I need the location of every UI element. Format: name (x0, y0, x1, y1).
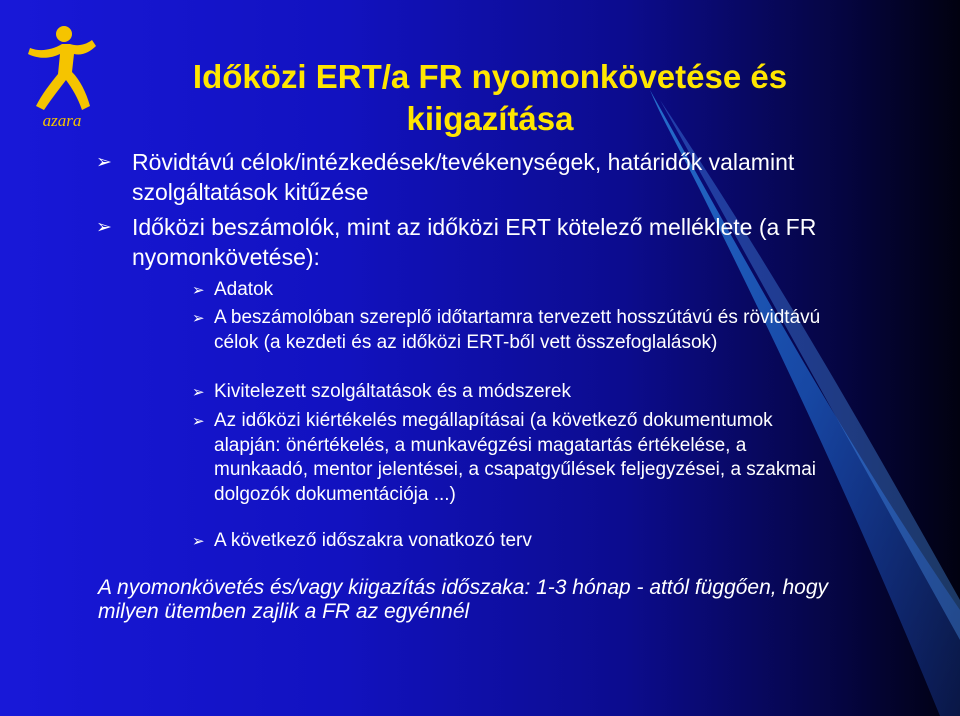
list-item (192, 278, 834, 303)
logo-text: azara (42, 111, 82, 130)
logo-figure-icon (22, 22, 102, 132)
list-item-text: Időközi beszámolók, mint az időközi ERT kötelező melléklete (a FR nyomonkövetése): (132, 214, 817, 270)
list-item-text: Az időközi kiértékelés megállapításai (a következő dokumentumok alapján: önértékelés, a munkavégzési magatartás értékelése, a munkaadó, mentor jelentései, a csapatgyűlések feljegyzései, a szakmai dolgozók dokumentációja ...) (214, 410, 816, 505)
list-item (96, 212, 822, 272)
arrow-bullet-icon: ➢ (192, 413, 205, 430)
arrow-bullet-icon: ➢ (96, 152, 112, 173)
list-item (192, 380, 834, 405)
arrow-bullet-icon: ➢ (192, 533, 205, 550)
list-item (192, 529, 834, 554)
list-item (192, 306, 834, 355)
page-title (150, 56, 830, 140)
title-line-2: kiigazítása (406, 100, 574, 137)
list-item (96, 147, 822, 207)
note-text: A nyomonkövetés és/vagy kiigazítás időszaka: 1-3 hónap - attól függően, hogy milyen ütemben zajlik a FR az egyénnél (98, 576, 828, 623)
title-line-1: Időközi ERT/a FR nyomonkövetése és (192, 58, 788, 95)
list-item-text: Adatok (214, 279, 274, 300)
arrow-bullet-icon: ➢ (96, 217, 112, 238)
arrow-bullet-icon: ➢ (192, 310, 205, 327)
arrow-bullet-icon: ➢ (192, 384, 205, 401)
list-item-text: Kivitelezett szolgáltatások és a módszerek (214, 381, 571, 402)
list-item (192, 409, 834, 507)
list-item-text: A beszámolóban szereplő időtartamra tervezett hosszútávú és rövidtávú célok (a kezdeti és az időközi ERT-ből vett összefoglalások) (214, 307, 821, 353)
list-item-text: Rövidtávú célok/intézkedések/tevékenységek, határidők valamint szolgáltatások kitűzése (132, 149, 795, 205)
arrow-bullet-icon: ➢ (192, 282, 205, 299)
list-item-text: A következő időszakra vonatkozó terv (214, 530, 532, 551)
